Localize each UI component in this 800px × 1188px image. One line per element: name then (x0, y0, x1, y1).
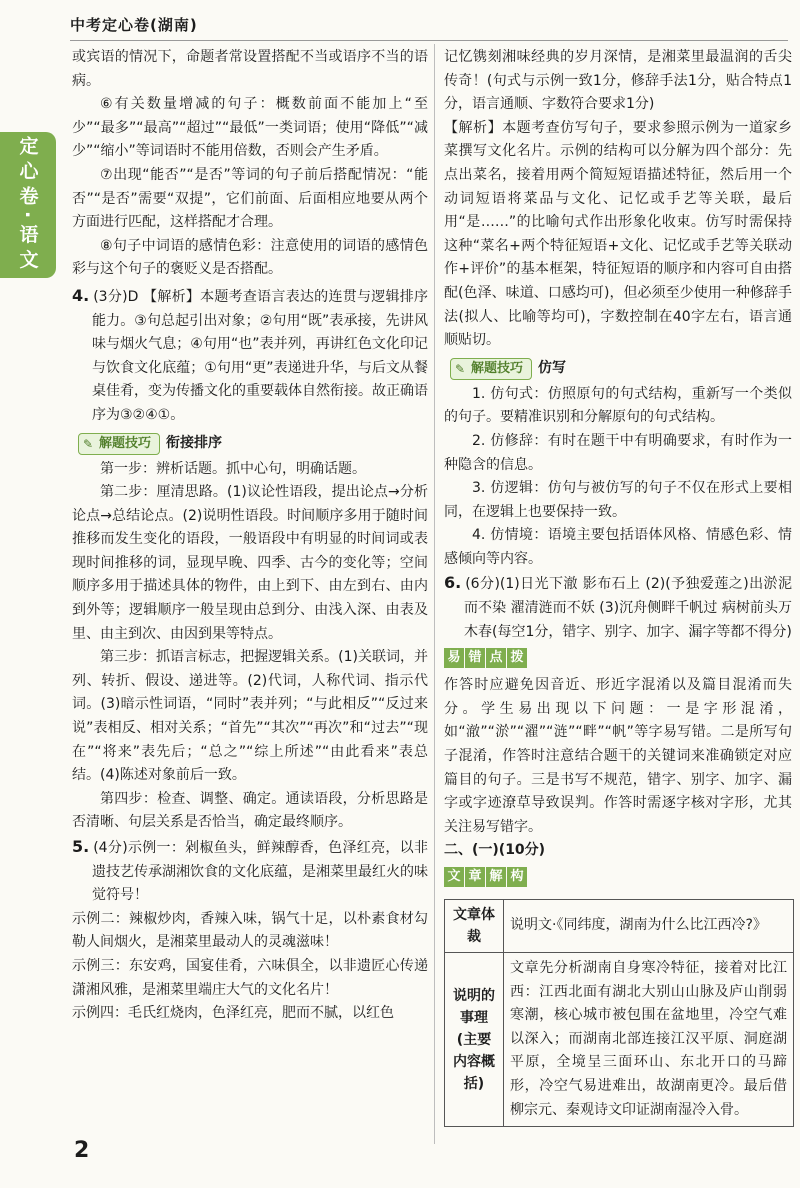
tip-item: 3. 仿逻辑：仿句与被仿写的句子不仅在形式上要相同，在逻辑上也要保持一致。 (444, 480, 792, 520)
paragraph: 记忆镌刻湘味经典的岁月深情，是湘菜里最温润的舌尖传奇！(句式与示例一致1分，修辞手法1分，贴合特点1分，语言通顺、字数符合要求1分) (444, 49, 792, 113)
answer-6 (444, 571, 792, 644)
tip-badge (450, 358, 532, 380)
header-rule (70, 40, 788, 41)
tip-badge-label: 解题技巧 (471, 360, 524, 376)
label-char: 解 (486, 867, 506, 887)
tip-item: 4. 仿情境：语境主要包括语体风格、情感色彩、情感倾向等内容。 (444, 527, 792, 567)
article-structure-table (444, 899, 794, 1127)
label-char: 构 (507, 867, 527, 887)
page-number: 2 (74, 1138, 90, 1163)
tip-title: 衔接排序 (166, 434, 223, 451)
answer-text: (3分)D 【解析】本题考查语言表达的连贯与逻辑排序能力。③句总起引出对象；②句用“既”表承接，先讲风味与烟火气息；④句用“也”表并列，再讲红色文化印记与饮食文化底蕴；①句用“更”表递进升华，与后文从餐桌佳肴，变为传播文化的重要载体自然衔接。故正确语序为③②④①。 (92, 288, 428, 423)
step-4: 第四步：检查、调整、确定。通读语段，分析思路是否清晰、句层关系是否恰当，确定最终顺序。 (72, 790, 428, 831)
paragraph: 或宾语的情况下，命题者常设置搭配不当或语序不当的语病。 (72, 49, 428, 89)
label-char: 易 (444, 648, 464, 668)
article-analysis-label (444, 867, 528, 889)
question-number: 5. (72, 837, 90, 856)
left-column (72, 46, 428, 1026)
paragraph: ⑥有关数量增减的句子：概数前面不能加上“至少”“最多”“最高”“超过”“最低”一类词语；使用“降低”“减少”“缩小”等词语时不能用倍数，否则会产生矛盾。 (72, 96, 428, 160)
pencil-icon: ✎ (83, 436, 94, 451)
paragraph: ⑦出现“能否”“是否”等词的句子前后搭配情况：“能否”“是否”需要“双提”，它们前面、后面相应地要从两个方面进行匹配，这样搭配才合理。 (72, 166, 428, 231)
paragraph: ⑧句子中词语的感情色彩：注意使用的词语的感情色彩与这个句子的褒贬义是否搭配。 (72, 237, 428, 278)
step-2: 第二步：厘清思路。(1)议论性语段，提出论点→分析论点→总结论点。(2)说明性语段。时间顺序多用于随时间推移而发生变化的语段，一般语段中有明显的时间词或表现时间推移的词，显现早晚、四季、古今的变化等；空间顺序多用于描述具体的物件，由上到下、由左到右、由内到外等；逻辑顺序一般呈现由总到分、由浅入深、由表及里、由主到次、由因到果等特点。 (72, 484, 428, 642)
answer-5 (72, 835, 428, 908)
example-3: 示例三：东安鸡，国宴佳肴，六味俱全，以非遗匠心传递潇湘风雅，是湘菜里端庄大气的文化名片！ (72, 957, 428, 998)
table-header-cell: 文章体裁 (445, 900, 504, 953)
answer-text: (4分)示例一：剁椒鱼头，鲜辣醇香，色泽红亮，以非遗技艺传承湖湘饮食的文化底蕴，是湘菜里最红火的味觉符号！ (92, 840, 428, 904)
tip-item: 2. 仿修辞：有时在题干中有明确要求，有时作为一种隐含的信息。 (444, 432, 792, 473)
section-title: 二、(一)(10分) (444, 842, 546, 859)
label-char: 拨 (507, 648, 527, 668)
column-divider (434, 44, 435, 1144)
side-tab (0, 132, 56, 278)
step-1: 第一步：辨析话题。抓中心句，明确话题。 (100, 460, 366, 477)
label-char: 文 (444, 867, 464, 887)
table-cell: 文章先分析湖南自身寒冷特征，接着对比江西：江西北面有湖北大别山山脉及庐山削弱寒潮，核心城市被包围在盆地里，冷空气难以深入；而湖南北部连接江汉平原、洞庭湖平原，全境呈三面环山、东北开口的马蹄形，冷空气易进难出，故湖南更冷。最后借柳宗元、秦观诗文印证湖南湿冷入骨。 (504, 953, 794, 1127)
step-3: 第三步：抓语言标志，把握逻辑关系。(1)关联词，并列、转折、假设、递进等。(2)代词，人称代词、指示代词。(3)暗示性词语，“同时”表并列；“与此相反”“反过来说”表相反、相对关系；“首先”“其次”“再次”和“过去”“现在”“将来”表先后；“总之”“综上所述”“由此看来”表总结。(4)陈述对象前后一致。 (72, 649, 428, 784)
table-row (445, 953, 794, 1127)
side-tab-label: 定心卷·语文 (16, 135, 39, 275)
right-column (444, 46, 792, 1127)
tip-title: 仿写 (538, 359, 567, 376)
example-4: 示例四：毛氏红烧肉，色泽红亮，肥而不腻，以红色 (72, 1005, 394, 1022)
answer-4 (72, 284, 428, 428)
label-char: 点 (486, 648, 506, 668)
tip-heading (450, 357, 792, 381)
table-cell: 说明文·《同纬度，湖南为什么比江西冷?》 (504, 900, 794, 953)
error-tip-label (444, 648, 528, 670)
label-char: 章 (465, 867, 485, 887)
error-tip-text: 作答时应避免因音近、形近字混淆以及篇目混淆而失分。学生易出现以下问题：一是字形混淆，如“澈”“淤”“濯”“涟”“畔”“帆”等字易写错。二是所写句子混淆，作答时注意结合题干的关键词来准确锁定对应篇目的句子。三是书写不规范，错字、别字、加字、漏字或字迹潦草导致误判。作答时需逐字核对字形，尤其关注易写错字。 (444, 677, 792, 835)
question-number: 6. (444, 573, 462, 593)
running-header: 中考定心卷(湖南) (70, 16, 198, 34)
label-char: 错 (465, 648, 485, 668)
analysis: 【解析】本题考查仿写句子，要求参照示例为一道家乡菜撰写文化名片。示例的结构可以分解为四个部分：先点出菜名，接着用两个简短短语描述特征，然后用一个动词短语将菜品与文化、记忆或手艺等关联，最后用“是……”的比喻句式作出形象化收束。仿写时需保持这种“菜名+两个特征短语+文化、记忆或手艺等关联动作+评价”的基本框架，特征短语的顺序和内容可自由搭配(色泽、味道、口感均可)，但必须至少使用一种修辞手法(拟人、比喻等均可)，字数控制在40字左右，语言通顺贴切。 (444, 119, 792, 349)
table-row (445, 900, 794, 953)
answer-text: (6分)(1)日光下澈 影布石上 (2)(予独爱莲之)出淤泥而不染 濯清涟而不妖 (3)沉舟侧畔千帆过 病树前头万木春(每空1分，错字、别字、加字、漏字等都不得分) (464, 576, 792, 640)
table-header-cell: 说明的事理(主要内容概括) (445, 953, 504, 1127)
tip-heading (78, 432, 428, 456)
pencil-icon: ✎ (455, 361, 466, 376)
tip-item: 1. 仿句式：仿照原句的句式结构，重新写一个类似的句子。要精准识别和分解原句的句式结构。 (444, 385, 792, 426)
tip-badge (78, 433, 160, 455)
example-2: 示例二：辣椒炒肉，香辣入味，锅气十足，以朴素食材勾勒人间烟火，是湘菜里最动人的灵魂滋味！ (72, 910, 428, 951)
tip-badge-label: 解题技巧 (99, 435, 152, 451)
question-number: 4. (72, 285, 90, 305)
